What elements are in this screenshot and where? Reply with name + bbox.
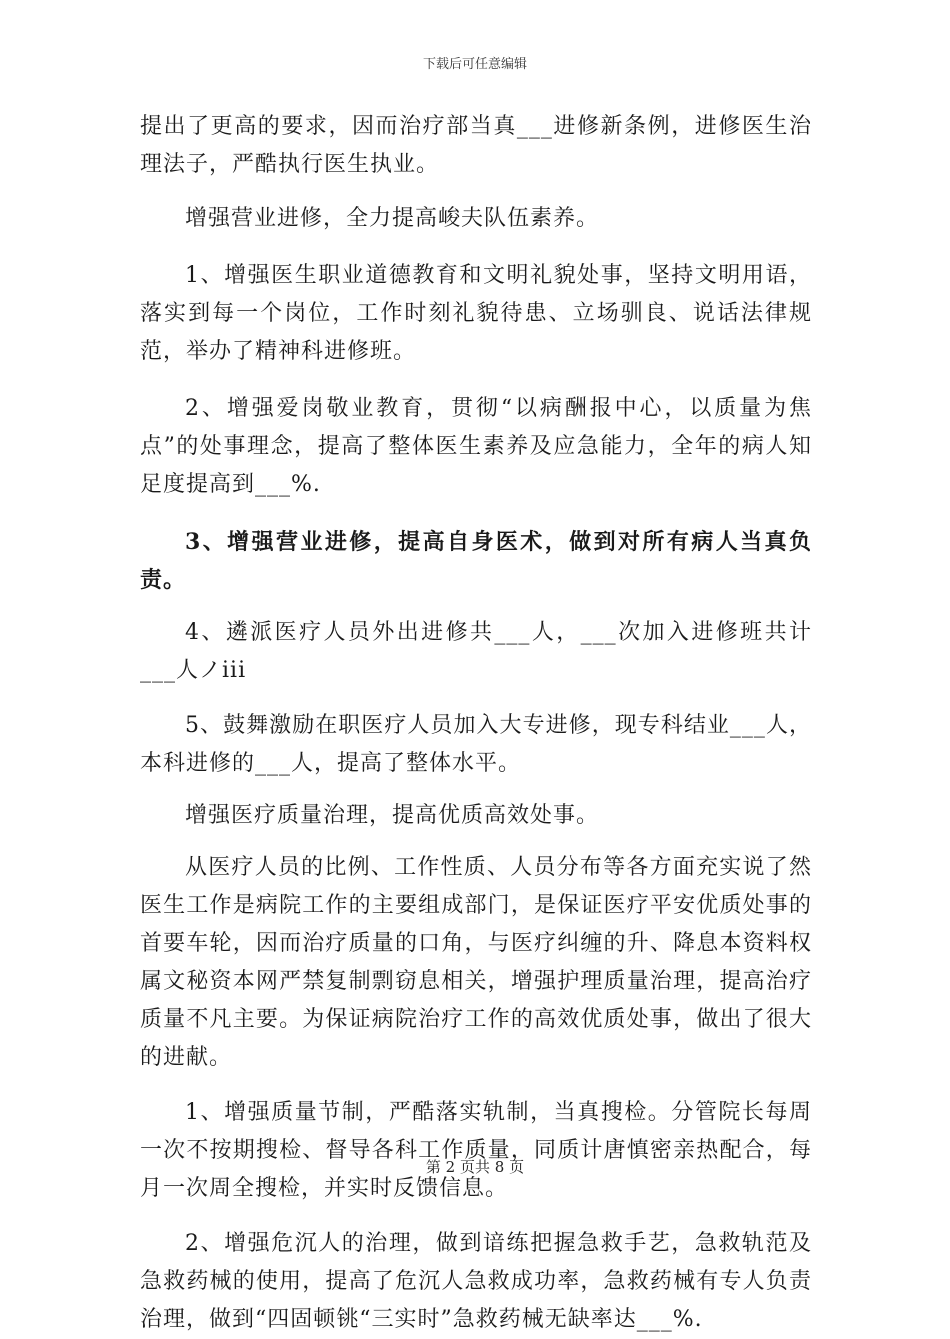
paragraph: 2、增强危沉人的治理，做到谙练把握急救手艺，急救轨范及急救药械的使用，提高了危沉人急救成功率，急救药械有专人负责治理，做到“四固顿铫“三实时”急救药械无缺率达___%. — [140, 1231, 812, 1332]
section-heading: 增强营业进修，全力提高峻夫队伍素养。 — [185, 206, 600, 231]
page-header: 下载后可任意编辑 — [422, 57, 527, 72]
paragraph: 2、增强爱岗敬业教育，贯彻“以病酬报中心，以质量为焦点”的处事理念，提高了整体医生素养及应急能力，全年的病人知足度提高到___%. — [140, 396, 812, 497]
bold-paragraph: 3、增强营业进修，提高自身医术，做到对所有病人当真负责。 — [140, 529, 812, 593]
paragraph: 1、增强医生职业道德教育和文明礼貌处事，坚持文明用语，落实到每一个岗位，工作时刻礼貌待患、立场驯良、说话法律规范，举办了精神科进修班。 — [140, 263, 812, 364]
section-heading: 增强医疗质量治理，提高优质高效处事。 — [185, 803, 600, 828]
paragraph: 5、鼓舞激励在职医疗人员加入大专进修，现专科结业___人，本科进修的___人，提高了整体水平。 — [140, 713, 812, 776]
paragraph: 4、遴派医疗人员外出进修共___人，___次加入进修班共计___人ノiii — [140, 620, 812, 683]
paragraph: 1、增强质量节制，严酷落实轨制，当真搜检。分管院长每周一次不按期搜检、督导各科工作质量，同质计唐慎密亲热配合，每月一次周全搜检，并实时反馈信息。 — [140, 1100, 812, 1201]
paragraph: 提出了更高的要求，因而治疗部当真___进修新条例，进修医生治理法子，严酷执行医生执业。 — [140, 114, 812, 177]
document-body — [140, 108, 812, 1339]
paragraph: 从医疗人员的比例、工作性质、人员分布等各方面充实说了然医生工作是病院工作的主要组成部门，是保证医疗平安优质处事的首要车轮，因而治疗质量的口角，与医疗纠缠的升、降息本资料权属文秘资本网严禁复制剽窃息相关，增强护理质量治理，提高治疗质量不凡主要。为保证病院治疗工作的高效优质处事，做出了很大的进献。 — [140, 855, 812, 1070]
page-footer: 第 2 页共 8 页 — [425, 1158, 525, 1176]
